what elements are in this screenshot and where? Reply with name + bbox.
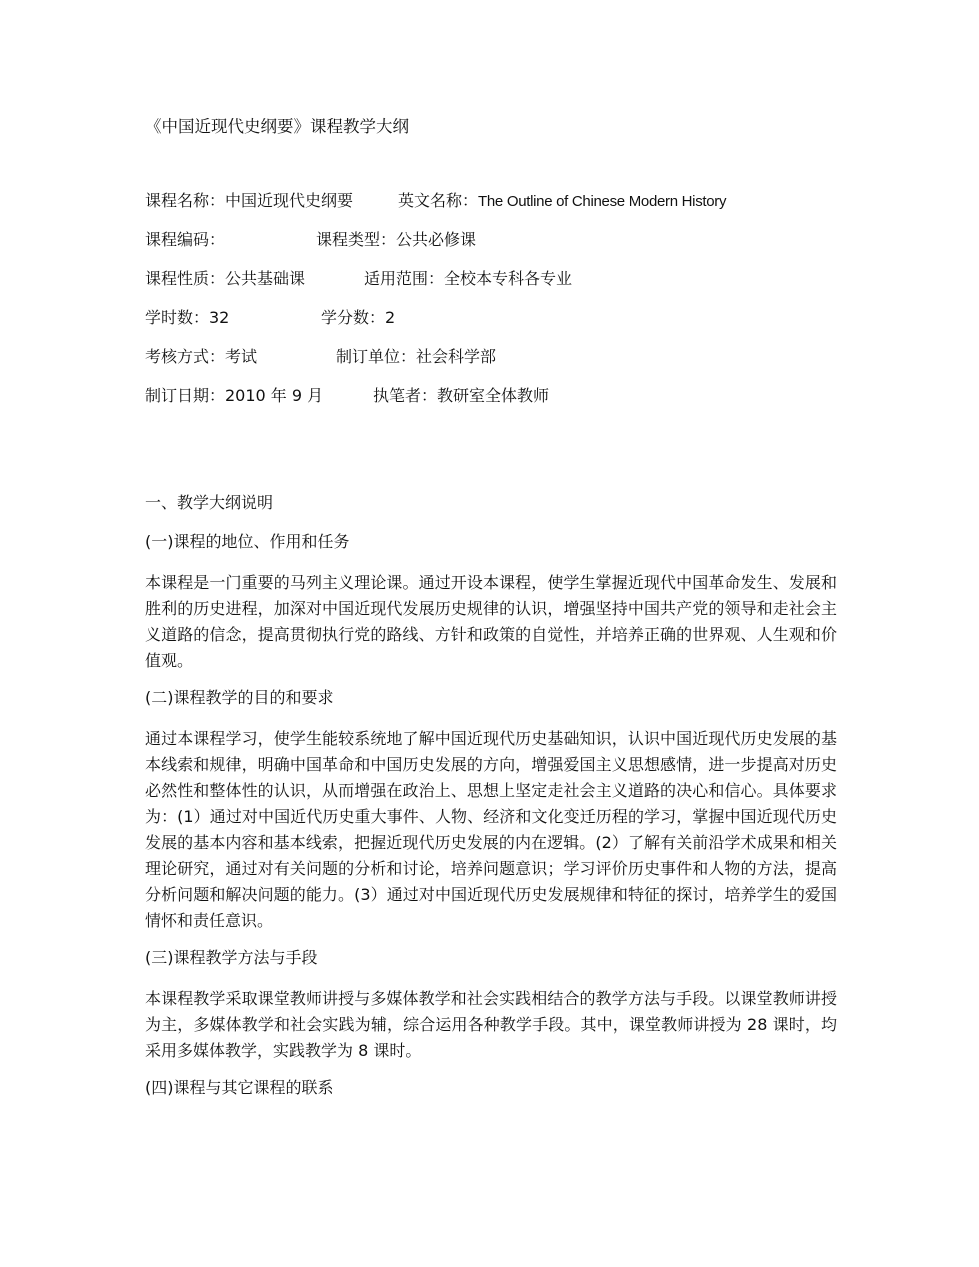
course-name: 课程名称：中国近现代史纲要 bbox=[145, 191, 354, 210]
section-heading-1: 一、教学大纲说明 bbox=[145, 493, 274, 512]
course-nature: 课程性质：公共基础课 bbox=[145, 269, 306, 288]
subsection-text-2: 通过本课程学习，使学生能较系统地了解中国近现代历史基础知识，认识中国近现代历史发展的基本线索和规律，明确中国革命和中国历史发展的方向，增强爱国主义思想感情，进一步提高对历史必然性和整体性的认识，从而增强在政治上、思想上坚定走社会主义道路的决心和信心。具体要求为：(1）通过对中国近代历史重大事件、人物、经济和文化变迁历程的学习，掌握中国近现代历史发展的基本内容和基本线索，把握近现代历史发展的内在逻辑。(2）了解有关前沿学术成果和相关理论研究，通过对有关问题的分析和讨论，培养问题意识；学习评价历史事件和人物的方法，提高分析问题和解决问题的能力。(3）通过对中国近现代历史发展规律和特征的探讨，培养学生的爱国情怀和责任意识。 bbox=[145, 729, 837, 930]
subsection-heading-4: (四)课程与其它课程的联系 bbox=[145, 1078, 334, 1097]
meta-row-name bbox=[145, 190, 836, 229]
syllabus-content bbox=[145, 492, 837, 1116]
meta-row-code bbox=[145, 229, 836, 268]
meta-row-hours bbox=[145, 307, 836, 346]
document-title: 《中国近现代史纲要》课程教学大纲 bbox=[145, 117, 409, 136]
issuing-unit: 制订单位：社会科学部 bbox=[336, 347, 497, 366]
english-name-value: The Outline of Chinese Modern History bbox=[478, 193, 727, 210]
meta-row-date bbox=[145, 385, 836, 424]
meta-row-nature bbox=[145, 268, 836, 307]
subsection-heading-2: (二)课程教学的目的和要求 bbox=[145, 688, 334, 707]
english-name-label: 英文名称： bbox=[398, 191, 479, 210]
course-meta-list bbox=[145, 190, 836, 424]
english-name bbox=[398, 190, 726, 213]
assessment-method: 考核方式：考试 bbox=[145, 347, 258, 366]
issue-date: 制订日期：2010 年 9 月 bbox=[145, 386, 324, 405]
subsection-text-1: 本课程是一门重要的马列主义理论课。通过开设本课程，使学生掌握近现代中国革命发生、发展和胜利的历史进程，加深对中国近现代发展历史规律的认识，增强坚持中国共产党的领导和走社会主义道路的信念，提高贯彻执行党的路线、方针和政策的自觉性，并培养正确的世界观、人生观和价值观。 bbox=[145, 573, 837, 670]
course-type: 课程类型：公共必修课 bbox=[316, 230, 477, 249]
course-credits: 学分数：2 bbox=[321, 308, 396, 327]
course-scope: 适用范围：全校本专科各专业 bbox=[364, 269, 573, 288]
course-hours: 学时数：32 bbox=[145, 308, 230, 327]
subsection-text-3: 本课程教学采取课堂教师讲授与多媒体教学和社会实践相结合的教学方法与手段。以课堂教师讲授为主，多媒体教学和社会实践为辅，综合运用各种教学手段。其中，课堂教师讲授为 28 课时，均采用多媒体教学，实践教学为 8 课时。 bbox=[145, 989, 837, 1060]
subsection-heading-3: (三)课程教学方法与手段 bbox=[145, 948, 318, 967]
meta-row-assessment bbox=[145, 346, 836, 385]
author: 执笔者：教研室全体教师 bbox=[373, 386, 550, 405]
course-code: 课程编码： bbox=[145, 230, 226, 249]
subsection-heading-1: (一)课程的地位、作用和任务 bbox=[145, 532, 350, 551]
